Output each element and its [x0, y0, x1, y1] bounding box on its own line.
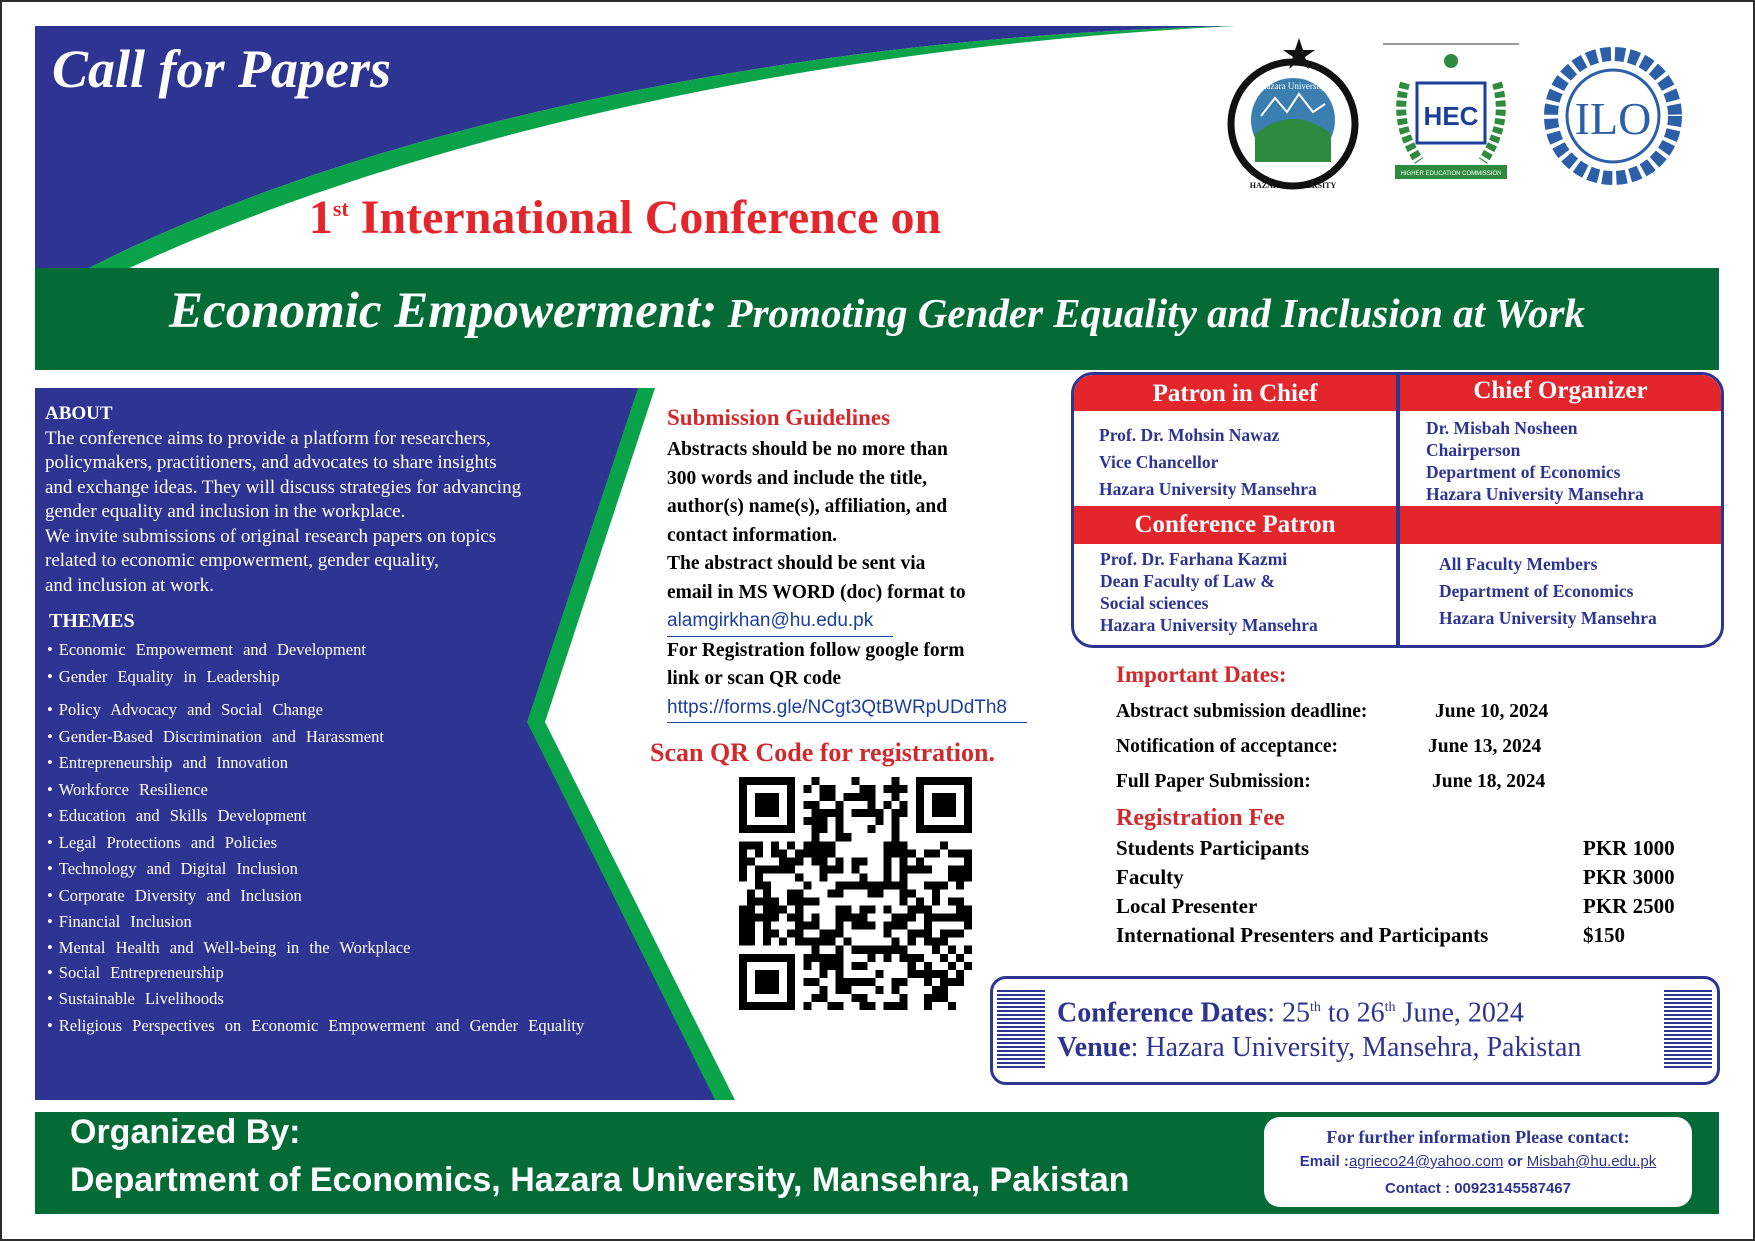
dates-end: 26: [1356, 997, 1385, 1029]
fee-label: International Presenters and Participants: [1116, 923, 1489, 947]
fee-value: PKR 1000: [1583, 836, 1675, 860]
chief-organizer-details: [1426, 417, 1644, 505]
theme-item: • Gender-Based Discrimination and Harassment: [47, 724, 687, 751]
conference-dates-venue: [1057, 990, 1581, 1065]
conference-heading-text: International Conference on: [348, 191, 942, 244]
about-line: The conference aims to provide a platform for researchers,: [45, 427, 491, 449]
faculty-line: All Faculty Members: [1439, 554, 1598, 574]
abstract-line: email in MS WORD (doc) format to: [667, 581, 966, 603]
organizers-divider: [1396, 375, 1400, 645]
theme-item: • Economic Empowerment and Development: [47, 637, 687, 664]
patron-in-chief-line: Prof. Dr. Mohsin Nawaz: [1099, 425, 1280, 445]
email-label: Email :: [1299, 1153, 1349, 1170]
scan-qr-label: Scan QR Code for registration.: [650, 738, 995, 767]
theme-item: • Entrepreneurship and Innovation: [47, 750, 687, 777]
registration-form-link[interactable]: https://forms.gle/NCgt3QtBWRpUDdTh8: [667, 694, 1027, 724]
dates-to: to: [1320, 997, 1357, 1029]
venue-label: Venue: [1057, 1032, 1131, 1064]
submission-guidelines: [667, 405, 1087, 723]
faculty-line: Hazara University Mansehra: [1439, 608, 1657, 628]
about-line: related to economic empowerment, gender equality,: [45, 550, 439, 571]
submission-heading: Submission Guidelines: [667, 405, 891, 430]
conference-patron-line: Social sciences: [1100, 593, 1209, 613]
venue-value: Hazara University, Mansehra, Pakistan: [1145, 1032, 1582, 1064]
about-line: policymakers, practitioners, and advocates to share insights: [45, 452, 497, 473]
conference-title: [35, 282, 1719, 340]
conference-patron-line: Dean Faculty of Law &: [1100, 571, 1275, 591]
right-stripes-decoration: [1664, 990, 1712, 1068]
abstract-line: author(s) name(s), affiliation, and: [667, 496, 948, 517]
fee-value: PKR 2500: [1583, 894, 1675, 918]
registration-line: For Registration follow google form: [667, 639, 965, 661]
submission-email-link[interactable]: alamgirkhan@hu.edu.pk: [667, 607, 893, 637]
dates-end-suffix: th: [1384, 1000, 1396, 1015]
theme-item: • Technology and Digital Inclusion: [47, 856, 687, 883]
important-dates-heading: Important Dates:: [1116, 662, 1287, 687]
contact-heading: For further information Please contact:: [1326, 1127, 1630, 1147]
conference-title-main: Economic Empowerment:: [169, 283, 718, 339]
left-stripes-decoration: [997, 990, 1045, 1068]
abstract-line: The abstract should be sent via: [667, 553, 926, 574]
about-section: [45, 402, 585, 598]
date-label: Full Paper Submission:: [1116, 771, 1311, 792]
conference-ordinal: 1: [308, 191, 333, 244]
date-label: Notification of acceptance:: [1116, 736, 1339, 757]
conference-patron-heading: Conference Patron: [1134, 511, 1336, 538]
date-value: June 10, 2024: [1435, 701, 1549, 722]
themes-list: [47, 637, 687, 1039]
contact-email-2[interactable]: Misbah@hu.edu.pk: [1526, 1153, 1657, 1170]
fee-label: Local Presenter: [1116, 894, 1258, 918]
date-value: June 13, 2024: [1428, 736, 1542, 757]
hazara-university-logo: [1215, 34, 1365, 196]
organizers-box: [1071, 372, 1724, 648]
venue-line: Venue: Hazara University, Mansehra, Pakistan: [1057, 1032, 1582, 1064]
about-line: We invite submissions of original research papers on topics: [45, 525, 497, 547]
hazara-logo-top-text: Hazara University: [1260, 81, 1326, 91]
chief-organizer-line: Dr. Misbah Nosheen: [1426, 418, 1578, 438]
theme-item: • Education and Skills Development: [47, 803, 687, 830]
ilo-logo-text: ILO: [1574, 93, 1652, 144]
conference-dates-line: Conference Dates: 25th to 26th June, 2024: [1057, 997, 1524, 1029]
contact-email-line: [1264, 1153, 1692, 1170]
theme-item: • Financial Inclusion: [47, 909, 687, 936]
themes-heading: THEMES: [49, 610, 135, 632]
hazara-logo-bottom-text: HAZARA UNIVERSITY: [1249, 181, 1337, 190]
date-value: June 18, 2024: [1432, 771, 1546, 792]
contact-phone-line: [1264, 1180, 1692, 1197]
conference-patron-details: [1100, 548, 1318, 636]
abstract-line: 300 words and include the title,: [667, 467, 928, 489]
registration-fee-heading: Registration Fee: [1116, 805, 1285, 831]
contact-email-1[interactable]: agrieco24@yahoo.com: [1348, 1153, 1504, 1170]
theme-item: • Workforce Resilience: [47, 777, 687, 804]
fee-label: Students Participants: [1116, 836, 1310, 860]
theme-item: • Gender Equality in Leadership: [47, 664, 687, 691]
date-label: Abstract submission deadline:: [1116, 701, 1368, 722]
patron-in-chief-heading: Patron in Chief: [1074, 375, 1396, 411]
faculty-line: Department of Economics: [1439, 581, 1634, 601]
organizing-department: Department of Economics, Hazara University, Mansehra, Pakistan: [70, 1161, 1130, 1199]
patron-in-chief-line: Vice Chancellor: [1099, 452, 1219, 472]
organized-by-label: Organized By:: [70, 1113, 301, 1151]
dates-start: 25: [1281, 997, 1310, 1029]
contact-number: 00923145587467: [1454, 1180, 1571, 1197]
chief-organizer-line: Chairperson: [1426, 440, 1521, 460]
hec-logo: [1383, 43, 1519, 188]
about-heading: ABOUT: [45, 403, 113, 424]
chief-organizer-line: Department of Economics: [1426, 462, 1621, 482]
theme-item: • Policy Advocacy and Social Change: [47, 697, 687, 724]
theme-item: • Sustainable Livelihoods: [47, 986, 687, 1013]
about-line: gender equality and inclusion in the workplace.: [45, 501, 406, 522]
abstract-line: Abstracts should be no more than: [667, 439, 948, 460]
conference-patron-line: Hazara University Mansehra: [1100, 615, 1318, 635]
chief-organizer-heading: Chief Organizer: [1400, 375, 1721, 411]
call-for-papers-title: Call for Papers: [52, 39, 392, 99]
abstract-line: contact information.: [667, 524, 838, 546]
dates-label: Conference Dates: [1057, 997, 1268, 1029]
about-line: and inclusion at work.: [45, 574, 214, 596]
registration-qr-code[interactable]: [739, 777, 972, 1010]
faculty-details: [1439, 551, 1657, 632]
dates-rest: June, 2024: [1395, 997, 1524, 1029]
theme-item: • Mental Health and Well-being in the Workplace: [47, 936, 687, 960]
conference-ordinal-suffix: st: [332, 196, 349, 221]
theme-item: • Corporate Diversity and Inclusion: [47, 883, 687, 910]
conference-heading: [0, 190, 1250, 245]
registration-line: link or scan QR code: [667, 668, 842, 689]
hec-logo-caption: HIGHER EDUCATION COMMISSION: [1400, 171, 1502, 177]
ilo-logo: [1530, 46, 1696, 186]
theme-item: • Social Entrepreneurship: [47, 960, 687, 987]
patron-in-chief-details: [1099, 422, 1317, 503]
fee-value: $150: [1583, 923, 1625, 947]
hec-logo-text: HEC: [1423, 101, 1479, 131]
dates-start-suffix: th: [1309, 1000, 1321, 1015]
theme-item: • Legal Protections and Policies: [47, 830, 687, 857]
contact-label: Contact :: [1385, 1180, 1455, 1197]
fee-value: PKR 3000: [1583, 865, 1675, 889]
about-line: and exchange ideas. They will discuss strategies for advancing: [45, 476, 522, 498]
patron-in-chief-line: Hazara University Mansehra: [1099, 479, 1317, 499]
conference-title-sub: Promoting Gender Equality and Inclusion at Work: [717, 290, 1585, 336]
conference-patron-line: Prof. Dr. Farhana Kazmi: [1100, 549, 1288, 569]
theme-item: • Religious Perspectives on Economic Empowerment and Gender Equality: [47, 1013, 687, 1040]
chief-organizer-line: Hazara University Mansehra: [1426, 484, 1644, 504]
fee-label: Faculty: [1116, 865, 1184, 889]
organized-by: [70, 1108, 1129, 1204]
email-or: or: [1503, 1153, 1527, 1170]
